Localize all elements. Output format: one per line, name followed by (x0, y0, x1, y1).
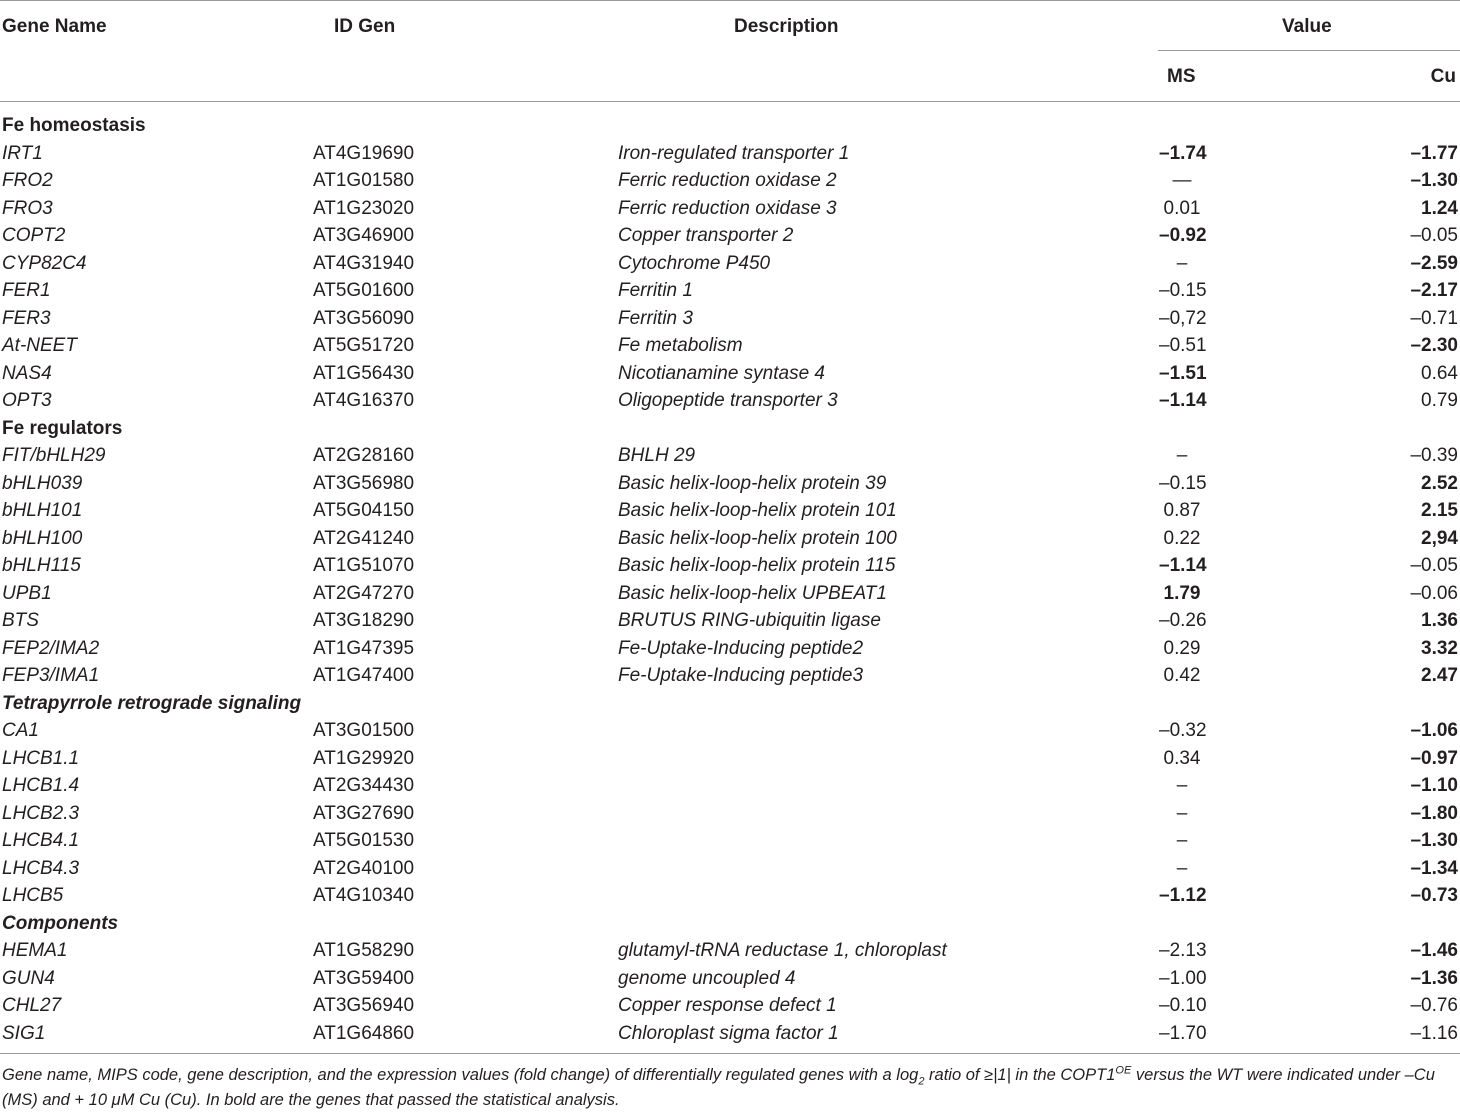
table-row (0, 195, 1460, 223)
cu-value-cell: –2.30 (1410, 335, 1458, 356)
cu-value-cell: –1.30 (1410, 830, 1458, 851)
gene-id-cell: AT2G40100 (313, 857, 415, 879)
gene-id-cell: AT1G64860 (313, 1022, 415, 1044)
table-row (0, 800, 1460, 828)
cu-value-cell: 0.64 (1421, 362, 1458, 384)
footnote-part1: Gene name, MIPS code, gene description, and the expression values (fold change) of differentially regulated genes with a log (2, 1066, 919, 1084)
ms-value-cell: — (1172, 170, 1192, 191)
ms-value-cell: – (1176, 857, 1188, 879)
table-row (0, 250, 1460, 278)
header-gene-name: Gene Name (2, 16, 107, 37)
gene-name-cell: FEP3/IMA1 (2, 665, 100, 686)
gene-name-cell: IRT1 (2, 142, 43, 164)
table-row (0, 662, 1460, 690)
ms-value-cell: –0.15 (1159, 280, 1207, 301)
gene-name-cell: CYP82C4 (2, 252, 87, 274)
cu-value-cell: 1.36 (1421, 610, 1458, 631)
cu-value-cell: –0.73 (1410, 885, 1458, 906)
ms-value-cell: –1.12 (1159, 885, 1207, 906)
table-row (0, 332, 1460, 360)
gene-name-cell: OPT3 (2, 390, 52, 411)
ms-value-cell: – (1176, 445, 1188, 466)
table-row (0, 360, 1460, 388)
table-row (0, 497, 1460, 525)
ms-value-cell: – (1176, 775, 1188, 796)
gene-name-cell: SIG1 (2, 1022, 46, 1044)
cu-value-cell: –0.06 (1410, 582, 1458, 604)
gene-id-cell: AT4G19690 (313, 142, 415, 164)
section-title: Fe regulators (2, 417, 123, 439)
cu-value-cell: 2.52 (1421, 472, 1458, 494)
gene-name-cell: LHCB1.4 (2, 775, 80, 796)
table-row (0, 635, 1460, 663)
cu-value-cell: –0.05 (1410, 225, 1458, 246)
table-row (0, 525, 1460, 553)
gene-id-cell: AT3G56980 (313, 472, 415, 494)
gene-id-cell: AT3G56940 (313, 995, 415, 1016)
ms-value-cell: –1.74 (1159, 142, 1207, 164)
gene-name-cell: HEMA1 (2, 940, 68, 961)
gene-name-cell: BTS (2, 610, 39, 631)
table-body (0, 112, 1460, 1047)
gene-id-cell: AT2G28160 (313, 445, 415, 466)
gene-name-cell: At-NEET (2, 335, 77, 356)
gene-id-cell: AT4G16370 (313, 390, 415, 411)
description-cell: Basic helix-loop-helix UPBEAT1 (618, 582, 887, 604)
gene-id-cell: AT5G01600 (313, 280, 415, 301)
description-cell: Copper transporter 2 (618, 225, 794, 246)
footnote-part3: versus the WT were indicated under –Cu (MS) and + 10 μM Cu (Cu). In bold are the genes that passed the statistical analysis. (2, 1066, 1435, 1109)
table-row (0, 937, 1460, 965)
section-header-row (0, 690, 1460, 718)
cu-value-cell: 3.32 (1421, 637, 1458, 659)
description-cell: Cytochrome P450 (618, 252, 771, 274)
gene-id-cell: AT1G47395 (313, 637, 415, 659)
description-cell: Iron-regulated transporter 1 (618, 142, 850, 164)
gene-name-cell: GUN4 (2, 967, 55, 989)
ms-value-cell: 0.01 (1163, 197, 1201, 219)
gene-id-cell: AT3G18290 (313, 610, 415, 631)
gene-name-cell: bHLH115 (2, 555, 81, 576)
description-cell: Chloroplast sigma factor 1 (618, 1022, 839, 1044)
gene-name-cell: LHCB4.1 (2, 830, 80, 851)
ms-value-cell: –0,72 (1159, 307, 1207, 329)
gene-id-cell: AT1G51070 (313, 555, 415, 576)
gene-name-cell: CA1 (2, 720, 39, 741)
ms-value-cell: –1.00 (1159, 967, 1207, 989)
gene-id-cell: AT2G34430 (313, 775, 415, 796)
gene-id-cell: AT5G51720 (313, 335, 415, 356)
header-bottom-rule (0, 101, 1460, 102)
ms-value-cell: 0.34 (1163, 747, 1201, 769)
table-row (0, 965, 1460, 993)
description-cell: Oligopeptide transporter 3 (618, 390, 838, 411)
description-cell: Basic helix-loop-helix protein 100 (618, 527, 897, 549)
footnote-oe-superscript: OE (1115, 1064, 1132, 1077)
table-row (0, 167, 1460, 195)
description-cell: Ferritin 1 (618, 280, 693, 301)
cu-value-cell: –2.59 (1410, 252, 1458, 274)
description-cell: Fe metabolism (618, 335, 743, 356)
table-row (0, 277, 1460, 305)
gene-name-cell: NAS4 (2, 362, 52, 384)
gene-id-cell: AT5G04150 (313, 500, 415, 521)
gene-name-cell: CHL27 (2, 995, 62, 1016)
gene-id-cell: AT1G58290 (313, 940, 415, 961)
ms-value-cell: –1.51 (1159, 362, 1207, 384)
gene-name-cell: LHCB1.1 (2, 747, 80, 769)
footnote-part2: ratio of ≥|1| in the COPT1 (924, 1066, 1116, 1084)
description-cell: genome uncoupled 4 (618, 967, 796, 989)
cu-value-cell: –0.76 (1410, 995, 1458, 1016)
cu-value-cell: –1.34 (1410, 857, 1458, 879)
gene-id-cell: AT1G01580 (313, 170, 415, 191)
ms-value-cell: –0.10 (1159, 995, 1207, 1016)
gene-id-cell: AT3G01500 (313, 720, 415, 741)
gene-id-cell: AT3G56090 (313, 307, 415, 329)
table-row (0, 772, 1460, 800)
ms-value-cell: 1.79 (1163, 582, 1201, 604)
ms-value-cell: 0.22 (1163, 527, 1201, 549)
description-cell: Basic helix-loop-helix protein 101 (618, 500, 897, 521)
section-title: Components (2, 912, 119, 934)
description-cell: Nicotianamine syntase 4 (618, 362, 825, 384)
gene-name-cell: COPT2 (2, 225, 66, 246)
table-row (0, 992, 1460, 1020)
section-header-row (0, 910, 1460, 938)
table-row (0, 580, 1460, 608)
footnote-rule (0, 1053, 1460, 1054)
cu-value-cell: –1.06 (1410, 720, 1458, 741)
table-row (0, 717, 1460, 745)
cu-value-cell: –0.39 (1410, 445, 1458, 466)
gene-name-cell: LHCB2.3 (2, 802, 80, 824)
gene-name-cell: FRO2 (2, 170, 53, 191)
gene-name-cell: FER1 (2, 280, 51, 301)
cu-value-cell: –0.71 (1410, 307, 1458, 329)
gene-id-cell: AT3G59400 (313, 967, 415, 989)
cu-value-cell: –0.05 (1410, 555, 1458, 576)
ms-value-cell: –0.26 (1159, 610, 1207, 631)
footnote-log-subscript: 2 (918, 1075, 925, 1088)
cu-value-cell: –1.36 (1410, 967, 1458, 989)
gene-name-cell: bHLH101 (2, 500, 83, 521)
ms-value-cell: 0.42 (1163, 665, 1201, 686)
ms-value-cell: –1.14 (1159, 390, 1207, 411)
ms-value-cell: –1.70 (1159, 1022, 1207, 1044)
description-cell: Copper response defect 1 (618, 995, 837, 1016)
gene-id-cell: AT5G01530 (313, 830, 415, 851)
table-row (0, 745, 1460, 773)
gene-name-cell: FIT/bHLH29 (2, 445, 106, 466)
cu-value-cell: –1.80 (1410, 802, 1458, 824)
gene-name-cell: LHCB5 (2, 885, 64, 906)
gene-id-cell: AT2G41240 (313, 527, 415, 549)
cu-value-cell: –1.30 (1410, 170, 1458, 191)
ms-value-cell: – (1176, 802, 1188, 824)
table-row (0, 140, 1460, 168)
ms-value-cell: –0.32 (1159, 720, 1207, 741)
table-row (0, 607, 1460, 635)
table-row (0, 387, 1460, 415)
header-description: Description (734, 16, 839, 37)
header-cu: Cu (1430, 66, 1456, 87)
table-row (0, 882, 1460, 910)
gene-id-cell: AT3G27690 (313, 802, 415, 824)
table-top-rule (0, 0, 1460, 1)
table-row (0, 470, 1460, 498)
cu-value-cell: 2.47 (1421, 665, 1458, 686)
gene-name-cell: UPB1 (2, 582, 52, 604)
ms-value-cell: 0.87 (1163, 500, 1201, 521)
ms-value-cell: 0.29 (1163, 637, 1201, 659)
cu-value-cell: 1.24 (1421, 197, 1458, 219)
gene-id-cell: AT3G46900 (313, 225, 415, 246)
section-title: Fe homeostasis (2, 115, 146, 136)
gene-id-cell: AT1G23020 (313, 197, 415, 219)
gene-name-cell: bHLH100 (2, 527, 83, 549)
cu-value-cell: –1.16 (1410, 1022, 1458, 1044)
description-cell: Basic helix-loop-helix protein 115 (618, 555, 896, 576)
header-value: Value (1282, 16, 1332, 37)
section-header-row (0, 415, 1460, 443)
table-footnote (2, 1063, 1458, 1113)
header-ms: MS (1167, 66, 1196, 87)
section-header-row (0, 112, 1460, 140)
table-row (0, 1020, 1460, 1048)
gene-name-cell: FER3 (2, 307, 51, 329)
gene-name-cell: FRO3 (2, 197, 53, 219)
gene-id-cell: AT4G10340 (313, 885, 415, 906)
gene-name-cell: FEP2/IMA2 (2, 637, 100, 659)
cu-value-cell: –1.77 (1410, 142, 1458, 164)
header-id-gen: ID Gen (334, 16, 396, 37)
ms-value-cell: –0.92 (1159, 225, 1207, 246)
cu-value-cell: 2.15 (1421, 500, 1458, 521)
description-cell: Ferric reduction oxidase 3 (618, 197, 837, 219)
table-row (0, 552, 1460, 580)
ms-value-cell: –1.14 (1159, 555, 1207, 576)
ms-value-cell: – (1176, 252, 1188, 274)
cu-value-cell: –0.97 (1410, 747, 1458, 769)
description-cell: Fe-Uptake-Inducing peptide3 (618, 665, 864, 686)
section-title: Tetrapyrrole retrograde signaling (2, 692, 302, 714)
table-row (0, 222, 1460, 250)
cu-value-cell: –2.17 (1410, 280, 1458, 301)
description-cell: Ferritin 3 (618, 307, 693, 329)
description-cell: BRUTUS RING-ubiquitin ligase (618, 610, 881, 631)
gene-id-cell: AT4G31940 (313, 252, 415, 274)
cu-value-cell: –1.10 (1410, 775, 1458, 796)
ms-value-cell: – (1176, 830, 1188, 851)
description-cell: BHLH 29 (618, 445, 696, 466)
gene-id-cell: AT1G56430 (313, 362, 415, 384)
table-row (0, 305, 1460, 333)
description-cell: Basic helix-loop-helix protein 39 (618, 472, 887, 494)
table-row (0, 827, 1460, 855)
cu-value-cell: –1.46 (1410, 940, 1458, 961)
table-row (0, 442, 1460, 470)
gene-id-cell: AT2G47270 (313, 582, 415, 604)
value-group-rule (1158, 50, 1460, 51)
table-row (0, 855, 1460, 883)
ms-value-cell: –2.13 (1159, 940, 1207, 961)
gene-id-cell: AT1G29920 (313, 747, 415, 769)
gene-name-cell: bHLH039 (2, 472, 83, 494)
cu-value-cell: 0.79 (1421, 390, 1458, 411)
description-cell: glutamyl-tRNA reductase 1, chloroplast (618, 940, 947, 961)
description-cell: Fe-Uptake-Inducing peptide2 (618, 637, 864, 659)
ms-value-cell: –0.15 (1159, 472, 1207, 494)
gene-name-cell: LHCB4.3 (2, 857, 80, 879)
gene-id-cell: AT1G47400 (313, 665, 415, 686)
cu-value-cell: 2,94 (1421, 527, 1458, 549)
ms-value-cell: –0.51 (1159, 335, 1207, 356)
description-cell: Ferric reduction oxidase 2 (618, 170, 837, 191)
